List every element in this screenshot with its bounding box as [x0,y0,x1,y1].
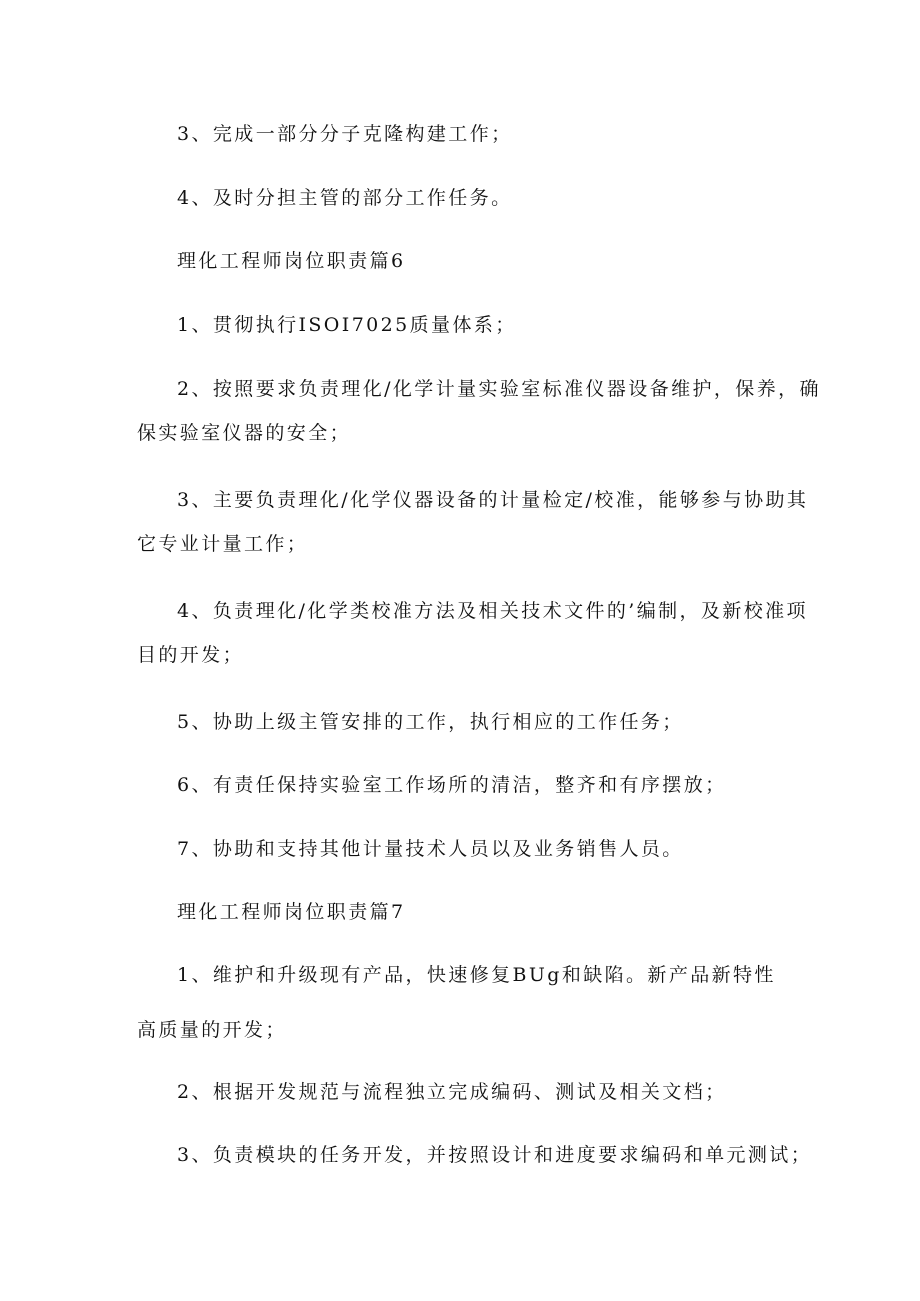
paragraph-line: 2、根据开发规范与流程独立完成编码、测试及相关文档； [177,1081,727,1103]
paragraph-line: 高质量的开发； [137,1019,287,1041]
paragraph-line: 1、维护和升级现有产品，快速修复BUg和缺陷。新产品新特性 [177,964,776,986]
paragraph-line: 3、完成一部分分子克隆构建工作； [177,123,513,145]
paragraph-line: 4、负责理化/化学类校准方法及相关技术文件的’编制，及新校准项 [177,600,808,622]
paragraph-line: 2、按照要求负责理化/化学计量实验室标准仪器设备维护，保养，确 [177,378,821,400]
paragraph-line: 4、及时分担主管的部分工作任务。 [177,187,513,209]
paragraph-line: 7、协助和支持其他计量技术人员以及业务销售人员。 [177,838,684,860]
paragraph-line: 目的开发； [137,644,245,666]
paragraph-line: 5、协助上级主管安排的工作，执行相应的工作任务； [177,711,684,733]
paragraph-line: 3、主要负责理化/化学仪器设备的计量检定/校准，能够参与协助其 [177,489,809,511]
paragraph-line: 6、有责任保持实验室工作场所的清洁，整齐和有序摆放； [177,774,727,796]
section-heading: 理化工程师岗位职责篇6 [177,250,406,272]
section-heading: 理化工程师岗位职责篇7 [177,901,406,923]
paragraph-line: 保实验室仪器的安全； [137,422,352,444]
paragraph-line: 1、贯彻执行ISOI7025质量体系； [177,314,517,336]
paragraph-line: 3、负责模块的任务开发，并按照设计和进度要求编码和单元测试； [177,1144,813,1166]
paragraph-line: 它专业计量工作； [137,533,309,555]
